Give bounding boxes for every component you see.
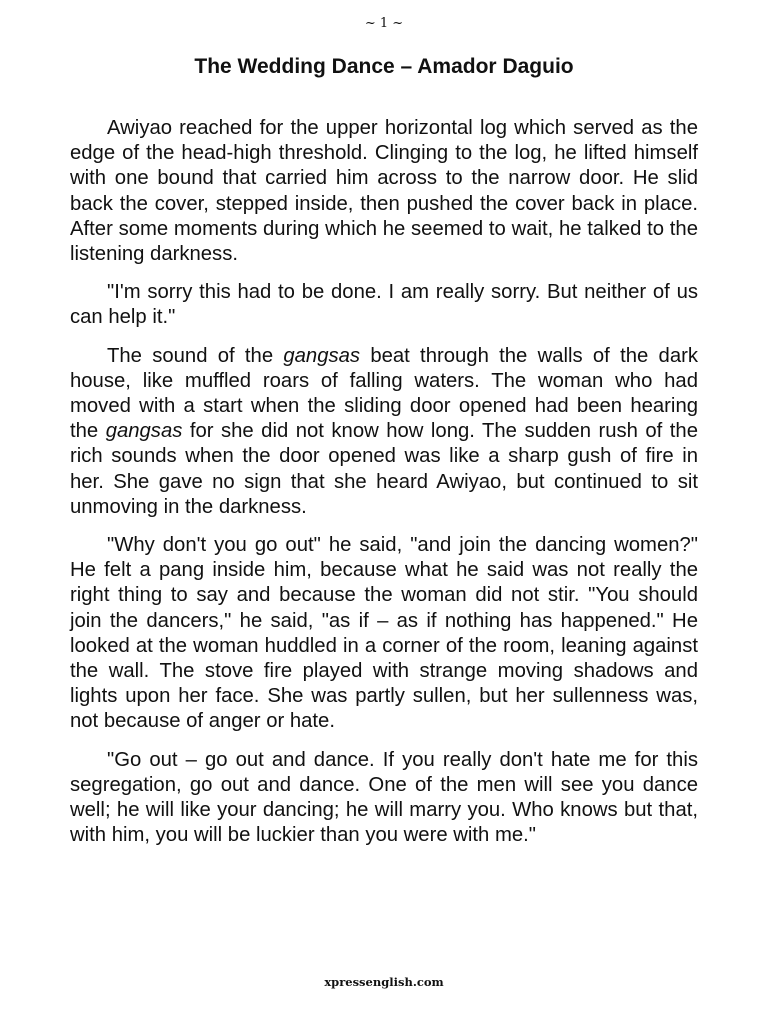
paragraph-3-part-3: for she did not know how long. The sudden rush of the rich sounds when the door opened was like a sharp gush of fire in her. She gave no sign that she heard Awiyao, but continued to sit unmoving in the darkness. bbox=[70, 420, 698, 518]
footer-site-name: xpressenglish.com bbox=[324, 975, 444, 989]
paragraph-4: "Why don't you go out" he said, "and join the dancing women?" He felt a pang inside him, because what he said was not really the right thing to say and because the woman did not stir. "You should join the dancers," he said, "as if – as if nothing has happened." He looked at the woman huddled in a corner of the room, leaning against the wall. The stove fire played with strange moving shadows and lights upon her face. She was partly sullen, but her sullenness was, not because of anger or hate. bbox=[70, 534, 698, 733]
paragraph-2: "I'm sorry this had to be done. I am really sorry. But neither of us can help it." bbox=[70, 281, 698, 329]
page-title: The Wedding Dance – Amador Daguio bbox=[194, 55, 574, 78]
gangsas-term: gangsas bbox=[283, 344, 361, 367]
paragraph-3-part-2: beat through the walls of the dark house, like muffled roars of falling waters. The woman who had moved with a start when the sliding door opened had been hearing the bbox=[70, 344, 698, 443]
page-number: ~ 1 ~ bbox=[364, 16, 404, 31]
paragraph-1: Awiyao reached for the upper horizontal log which served as the edge of the head-high threshold. Clinging to the log, he lifted himself with one bound that carried him across to the narrow door. He slid back the cover, stepped inside, then pushed the cover back in place. After some moments during which he seemed to wait, he talked to the listening darkness. bbox=[70, 117, 698, 266]
paragraph-3-part-1: The sound of the bbox=[107, 344, 284, 367]
paragraph-5: "Go out – go out and dance. If you really don't hate me for this segregation, go out and dance. One of the men will see you dance well; he will like your dancing; he will marry you. Who knows but that, with him, you will be luckier than you were with me." bbox=[70, 748, 698, 847]
paragraph-3 bbox=[70, 344, 698, 520]
story-body bbox=[70, 116, 698, 861]
gangsas-term: gangsas bbox=[105, 420, 183, 443]
